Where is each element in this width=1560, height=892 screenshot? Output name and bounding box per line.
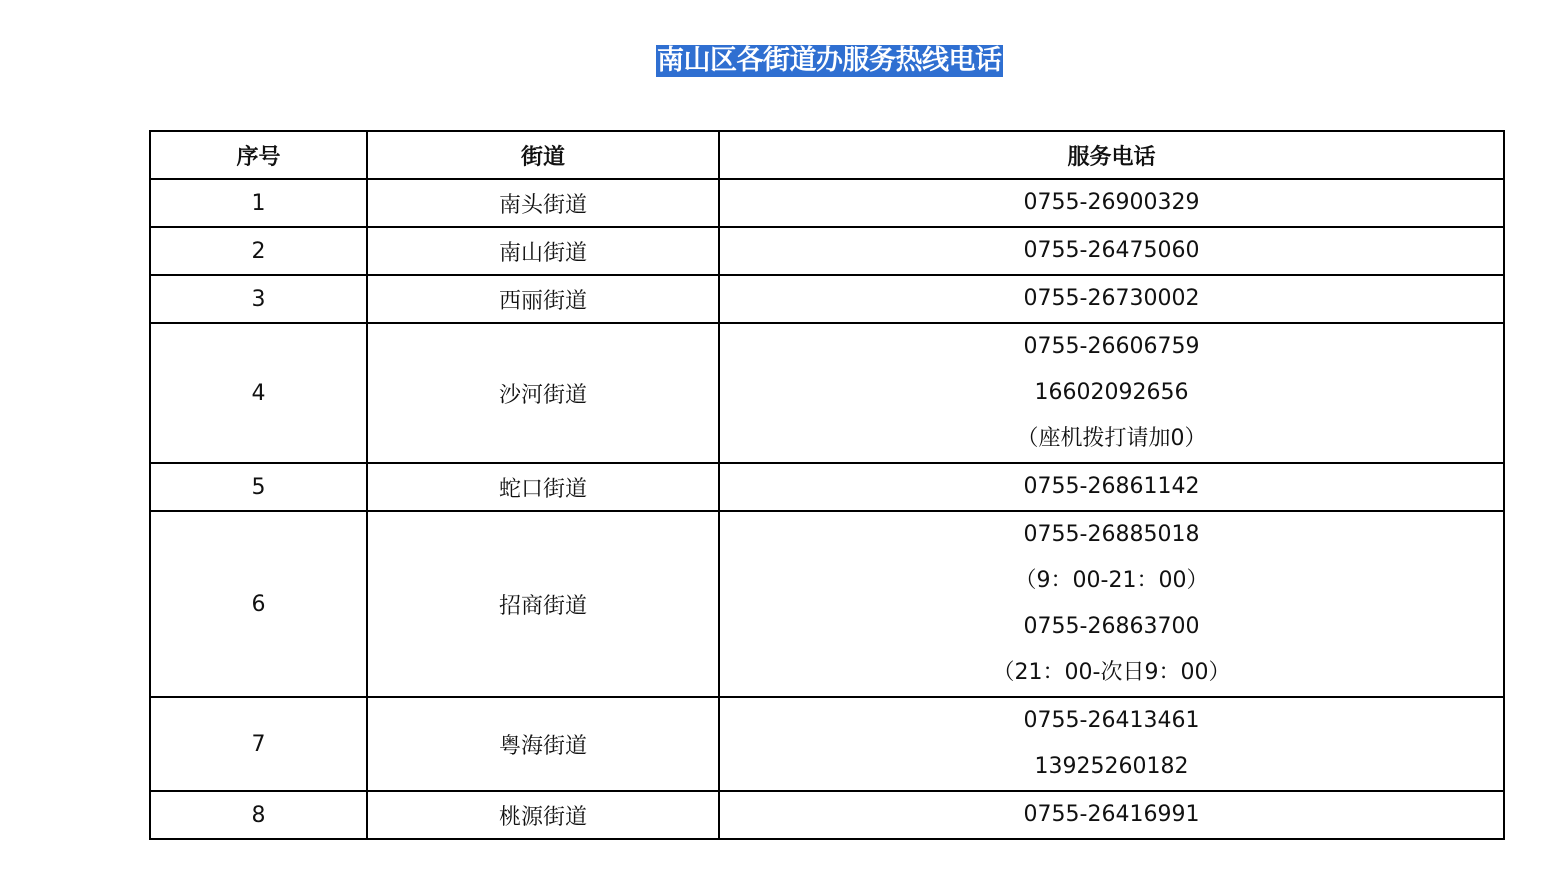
row-street: 西丽街道 [367, 275, 719, 323]
header-index: 序号 [150, 131, 367, 179]
phone-number: 0755-26900329 [1023, 190, 1200, 215]
row-index: 4 [150, 323, 367, 463]
phone-hours-note: （21：00-次日9：00） [992, 660, 1231, 685]
phone-number: 0755-26475060 [1023, 238, 1200, 263]
row-street: 蛇口街道 [367, 463, 719, 511]
hotline-table [149, 130, 1505, 840]
table-row [150, 227, 1504, 275]
phone-number: 0755-26413461 [1023, 708, 1200, 733]
row-index: 5 [150, 463, 367, 511]
row-index: 8 [150, 791, 367, 839]
row-street: 招商街道 [367, 511, 719, 697]
phone-number: 0755-26885018 [1023, 522, 1200, 547]
row-index: 7 [150, 697, 367, 791]
phone-number: 0755-26861142 [1023, 474, 1200, 499]
phone-note: （座机拨打请加0） [1016, 426, 1207, 451]
table-row [150, 791, 1504, 839]
row-phone-cell [719, 227, 1504, 275]
phone-number: 0755-26416991 [1023, 802, 1200, 827]
row-street: 粤海街道 [367, 697, 719, 791]
row-index: 2 [150, 227, 367, 275]
phone-number: 0755-26863700 [1023, 614, 1200, 639]
row-phone-cell [719, 323, 1504, 463]
phone-number: 0755-26606759 [1023, 334, 1200, 359]
row-phone-cell [719, 275, 1504, 323]
row-street: 沙河街道 [367, 323, 719, 463]
phone-number: 13925260182 [1034, 754, 1189, 779]
table-row [150, 323, 1504, 463]
row-phone-cell [719, 179, 1504, 227]
phone-number: 0755-26730002 [1023, 286, 1200, 311]
table-row [150, 463, 1504, 511]
table-row [150, 697, 1504, 791]
row-street: 南山街道 [367, 227, 719, 275]
title-container [0, 45, 1560, 77]
row-phone-cell [719, 511, 1504, 697]
table-row [150, 179, 1504, 227]
row-phone-cell [719, 697, 1504, 791]
row-phone-cell [719, 463, 1504, 511]
row-phone-cell [719, 791, 1504, 839]
row-index: 3 [150, 275, 367, 323]
table-row [150, 275, 1504, 323]
table-header-row [150, 131, 1504, 179]
row-street: 南头街道 [367, 179, 719, 227]
header-phone: 服务电话 [719, 131, 1504, 179]
row-index: 6 [150, 511, 367, 697]
row-street: 桃源街道 [367, 791, 719, 839]
phone-number: 16602092656 [1034, 380, 1189, 405]
table-row [150, 511, 1504, 697]
page-title: 南山区各街道办服务热线电话 [657, 45, 1002, 76]
header-street: 街道 [367, 131, 719, 179]
phone-hours-note: （9：00-21：00） [1014, 568, 1209, 593]
row-index: 1 [150, 179, 367, 227]
